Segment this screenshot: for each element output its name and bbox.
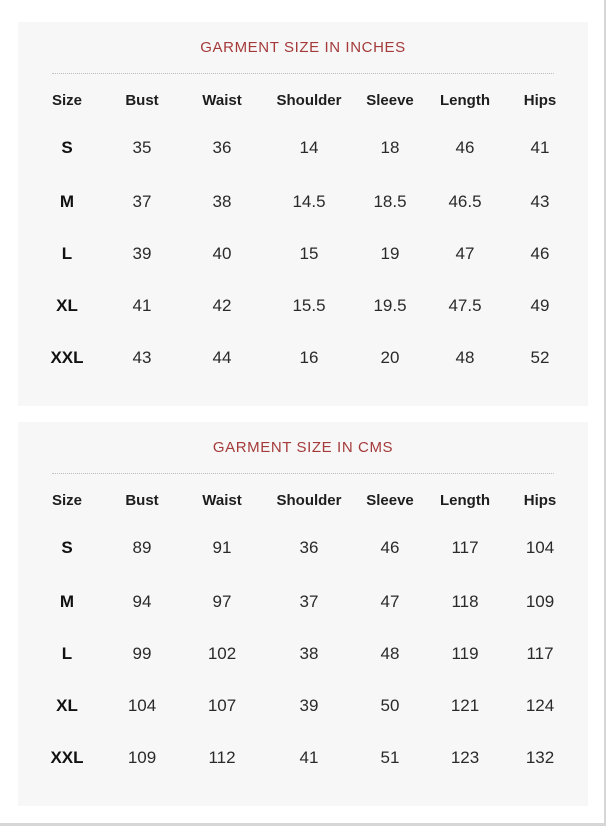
length-cell: 46.5 bbox=[448, 192, 482, 211]
hips-cell: 104 bbox=[525, 538, 555, 557]
column-header-size: Size bbox=[51, 91, 82, 109]
table-row bbox=[30, 280, 576, 332]
hips-cell: 52 bbox=[530, 348, 550, 367]
shoulder-cell: 36 bbox=[299, 538, 319, 557]
waist-cell: 91 bbox=[212, 538, 232, 557]
sleeve-cell: 18 bbox=[380, 138, 400, 157]
shoulder-cell: 14.5 bbox=[292, 192, 326, 211]
table-row bbox=[30, 332, 576, 384]
sleeve-cell: 20 bbox=[380, 348, 400, 367]
waist-cell: 44 bbox=[212, 348, 232, 367]
table-row bbox=[30, 628, 576, 680]
length-cell: 123 bbox=[450, 748, 480, 767]
size-cell: L bbox=[61, 644, 73, 663]
hips-cell: 109 bbox=[525, 592, 555, 611]
length-cell: 117 bbox=[451, 538, 479, 557]
hips-cell: 49 bbox=[530, 296, 550, 315]
sleeve-cell: 46 bbox=[380, 538, 400, 557]
shoulder-cell: 15.5 bbox=[292, 296, 326, 315]
sleeve-cell: 51 bbox=[380, 748, 400, 767]
size-chart-inches bbox=[18, 22, 588, 406]
size-cell: S bbox=[61, 538, 73, 557]
sleeve-cell: 18.5 bbox=[373, 192, 407, 211]
table-row bbox=[30, 520, 576, 576]
length-cell: 48 bbox=[455, 348, 475, 367]
size-cell: XL bbox=[56, 696, 78, 715]
size-cell: L bbox=[61, 244, 73, 263]
shoulder-cell: 14 bbox=[299, 138, 319, 157]
column-header-size: Size bbox=[51, 491, 82, 509]
column-header-shoulder: Shoulder bbox=[276, 91, 342, 109]
table-row bbox=[30, 680, 576, 732]
column-header-sleeve: Sleeve bbox=[366, 491, 414, 509]
column-header-bust: Bust bbox=[125, 491, 159, 509]
shoulder-cell: 38 bbox=[299, 644, 319, 663]
sleeve-cell: 19 bbox=[380, 244, 400, 263]
waist-cell: 40 bbox=[212, 244, 232, 263]
shoulder-cell: 41 bbox=[299, 748, 319, 767]
table-row bbox=[30, 576, 576, 628]
column-header-length: Length bbox=[440, 91, 490, 109]
size-chart-cms bbox=[18, 422, 588, 806]
shoulder-cell: 39 bbox=[299, 696, 319, 715]
shoulder-cell: 15 bbox=[299, 244, 319, 263]
title-divider bbox=[52, 73, 554, 74]
length-cell: 47 bbox=[455, 244, 475, 263]
bust-cell: 37 bbox=[132, 192, 152, 211]
waist-cell: 102 bbox=[207, 644, 237, 663]
length-cell: 118 bbox=[451, 592, 479, 611]
column-header-hips: Hips bbox=[523, 491, 557, 509]
table-header-row bbox=[30, 84, 576, 120]
bust-cell: 99 bbox=[132, 644, 152, 663]
length-cell: 46 bbox=[455, 138, 475, 157]
table-row bbox=[30, 176, 576, 228]
sleeve-cell: 48 bbox=[380, 644, 400, 663]
length-cell: 47.5 bbox=[448, 296, 482, 315]
hips-cell: 41 bbox=[530, 138, 550, 157]
table-row bbox=[30, 120, 576, 176]
title-divider bbox=[52, 473, 554, 474]
inches-chart-title: GARMENT SIZE IN INCHES bbox=[200, 39, 406, 56]
waist-cell: 36 bbox=[212, 138, 232, 157]
bust-cell: 35 bbox=[132, 138, 152, 157]
waist-cell: 107 bbox=[207, 696, 237, 715]
table-row bbox=[30, 228, 576, 280]
bust-cell: 43 bbox=[132, 348, 152, 367]
size-cell: M bbox=[59, 192, 75, 211]
waist-cell: 38 bbox=[212, 192, 232, 211]
size-cell: XL bbox=[56, 296, 78, 315]
hips-cell: 46 bbox=[530, 244, 550, 263]
length-cell: 121 bbox=[450, 696, 480, 715]
shoulder-cell: 16 bbox=[299, 348, 319, 367]
column-header-shoulder: Shoulder bbox=[276, 491, 342, 509]
waist-cell: 42 bbox=[212, 296, 232, 315]
bust-cell: 89 bbox=[132, 538, 152, 557]
length-cell: 119 bbox=[451, 644, 479, 663]
column-header-sleeve: Sleeve bbox=[366, 91, 414, 109]
cms-size-table bbox=[30, 484, 576, 784]
size-cell: M bbox=[59, 592, 75, 611]
waist-cell: 97 bbox=[212, 592, 232, 611]
size-cell: XXL bbox=[50, 348, 84, 367]
bust-cell: 41 bbox=[132, 296, 152, 315]
hips-cell: 132 bbox=[525, 748, 555, 767]
column-header-waist: Waist bbox=[202, 91, 242, 109]
size-cell: XXL bbox=[50, 748, 84, 767]
hips-cell: 124 bbox=[525, 696, 555, 715]
column-header-bust: Bust bbox=[125, 91, 159, 109]
cms-chart-title: GARMENT SIZE IN CMS bbox=[212, 439, 394, 456]
size-cell: S bbox=[61, 138, 73, 157]
sleeve-cell: 47 bbox=[380, 592, 400, 611]
sleeve-cell: 19.5 bbox=[373, 296, 407, 315]
bust-cell: 39 bbox=[132, 244, 152, 263]
bust-cell: 104 bbox=[127, 696, 157, 715]
sleeve-cell: 50 bbox=[380, 696, 400, 715]
waist-cell: 112 bbox=[208, 748, 236, 767]
column-header-hips: Hips bbox=[523, 91, 557, 109]
inches-size-table bbox=[30, 84, 576, 384]
column-header-length: Length bbox=[440, 491, 490, 509]
table-header-row bbox=[30, 484, 576, 520]
table-row bbox=[30, 732, 576, 784]
column-header-waist: Waist bbox=[202, 491, 242, 509]
bust-cell: 109 bbox=[127, 748, 157, 767]
bust-cell: 94 bbox=[132, 592, 152, 611]
shoulder-cell: 37 bbox=[299, 592, 319, 611]
hips-cell: 117 bbox=[526, 644, 554, 663]
hips-cell: 43 bbox=[530, 192, 550, 211]
